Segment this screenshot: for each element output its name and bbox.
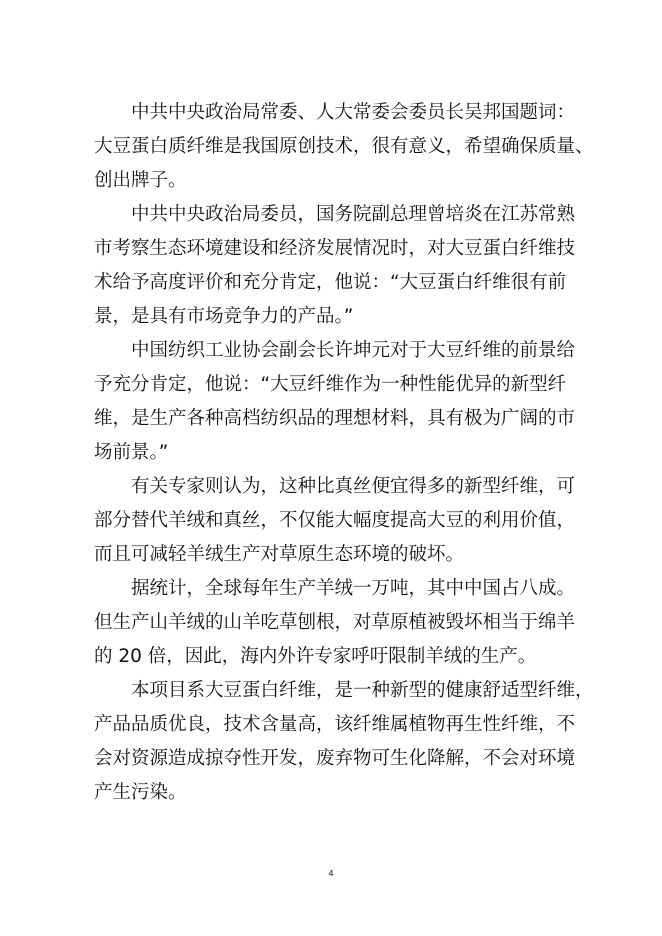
text-line: 市考察生态环境建设和经济发展情况时，对大豆蛋白纤维技 — [94, 238, 576, 259]
paragraph-xu-kunyuan-comment — [94, 334, 576, 470]
text-line: 产生污染。 — [94, 782, 187, 803]
text-line: 中国纺织工业协会副会长许坤元对于大豆纤维的前景给 — [131, 340, 576, 361]
text-line: 维，是生产各种高档纺织品的理想材料，具有极为广阔的市 — [94, 408, 576, 429]
text-line: 术给予高度评价和充分肯定，他说：“大豆蛋白纤维很有前 — [94, 272, 567, 293]
page-number: 4 — [328, 869, 334, 878]
text-line: 大豆蛋白质纤维是我国原创技术，很有意义，希望确保质量、 — [94, 136, 594, 157]
text-line: 有关专家则认为，这种比真丝便宜得多的新型纤维，可 — [131, 476, 576, 497]
text-line: 而且可减轻羊绒生产对草原生态环境的破坏。 — [94, 544, 465, 565]
document-body — [94, 96, 594, 810]
text-line: 的 20 倍，因此，海内外许专家呼吁限制羊绒的生产。 — [94, 646, 537, 667]
paragraph-project-description — [94, 674, 594, 810]
paragraph-expert-opinion — [94, 470, 576, 572]
text-line: 产品品质优良，技术含量高，该纤维属植物再生性纤维，不 — [94, 714, 576, 735]
text-line: 部分替代羊绒和真丝，不仅能大幅度提高大豆的利用价值， — [94, 510, 576, 531]
text-line: 场前景。” — [94, 442, 169, 463]
text-line: 据统计，全球每年生产羊绒一万吨，其中中国占八成。 — [131, 578, 576, 599]
text-line: 予充分肯定，他说：“大豆纤维作为一种性能优异的新型纤 — [94, 374, 567, 395]
text-line: 创出牌子。 — [94, 170, 187, 191]
text-line: 本项目系大豆蛋白纤维，是一种新型的健康舒适型纤维， — [131, 680, 594, 701]
text-line: 中共中央政治局委员，国务院副总理曾培炎在江苏常熟 — [131, 204, 576, 225]
text-line: 中共中央政治局常委、人大常委会委员长吴邦国题词： — [131, 102, 576, 123]
paragraph-cashmere-statistics — [94, 572, 576, 674]
paragraph-wu-bangguo-inscription — [94, 96, 594, 198]
text-line: 但生产山羊绒的山羊吃草刨根，对草原植被毁坏相当于绵羊 — [94, 612, 576, 633]
paragraph-zeng-peiyan-comment — [94, 198, 576, 334]
text-line: 景，是具有市场竞争力的产品。” — [94, 306, 354, 327]
text-line: 会对资源造成掠夺性开发，废弃物可生化降解，不会对环境 — [94, 748, 576, 769]
